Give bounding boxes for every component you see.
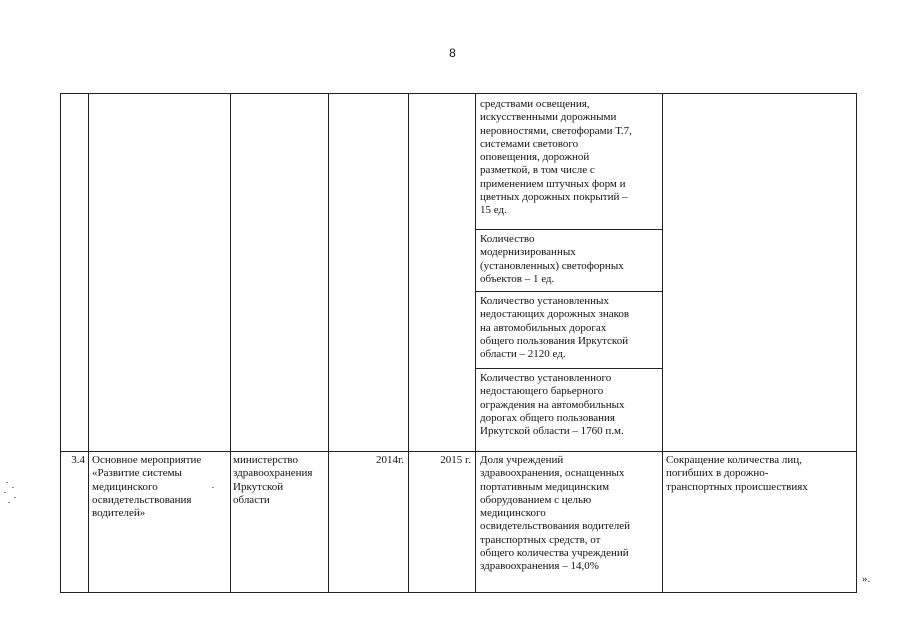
scan-speck bbox=[12, 487, 14, 488]
col-line-2 bbox=[230, 94, 231, 592]
scan-speck bbox=[6, 482, 8, 483]
scan-speck bbox=[4, 492, 6, 493]
indicator-cell: Количество установленного недостающего барьерного ограждения на автомобильных дорогах общего пользования Иркутской области – 1760 п.м. bbox=[480, 372, 625, 438]
page-number: 8 bbox=[449, 46, 456, 60]
col-line-6 bbox=[662, 94, 663, 592]
table bbox=[60, 93, 857, 593]
closing-quote: ». bbox=[862, 573, 871, 585]
indicator-divider-3 bbox=[475, 368, 662, 369]
end-year: 2015 г. bbox=[440, 454, 471, 466]
indicator-cell: Доля учреждений здравоохранения, оснащенных портативным медицинским оборудованием с целью медицинского освидетельствования водителей транспортных средств, от общего количества учреждений здравоохранения – 14,0% bbox=[480, 454, 630, 573]
indicator-cell: Количество модернизированных (установленных) светофорных объектов – 1 ед. bbox=[480, 233, 624, 285]
col-line-4 bbox=[408, 94, 409, 592]
expected-result: Сокращение количества лиц, погибших в дорожно- транспортных происшествиях bbox=[666, 454, 808, 493]
indicator-divider-2 bbox=[475, 291, 662, 292]
indicator-cell: средствами освещения, искусственными дорожными неровностями, светофорами Т.7, системами светового оповещения, дорожной разметкой, в том числе с применением штучных форм и цветных дорожных покрытий – 15 ед. bbox=[480, 98, 632, 217]
event-name: Основное мероприятие «Развитие системы медицинского освидетельствования водителей» bbox=[92, 454, 202, 520]
col-line-3 bbox=[328, 94, 329, 592]
col-line-1 bbox=[88, 94, 89, 592]
scan-speck bbox=[8, 502, 10, 503]
start-year: 2014г. bbox=[375, 454, 404, 466]
row-divider bbox=[61, 451, 856, 452]
scan-speck bbox=[212, 487, 214, 488]
indicator-cell: Количество установленных недостающих дорожных знаков на автомобильных дорогах общего пользования Иркутской области – 2120 ед. bbox=[480, 295, 630, 361]
executor: министерство здравоохранения Иркутской области bbox=[233, 454, 313, 506]
col-line-5 bbox=[475, 94, 476, 592]
scan-speck bbox=[14, 497, 16, 498]
row-number: 3.4 bbox=[71, 454, 85, 466]
indicator-divider-1 bbox=[475, 229, 662, 230]
